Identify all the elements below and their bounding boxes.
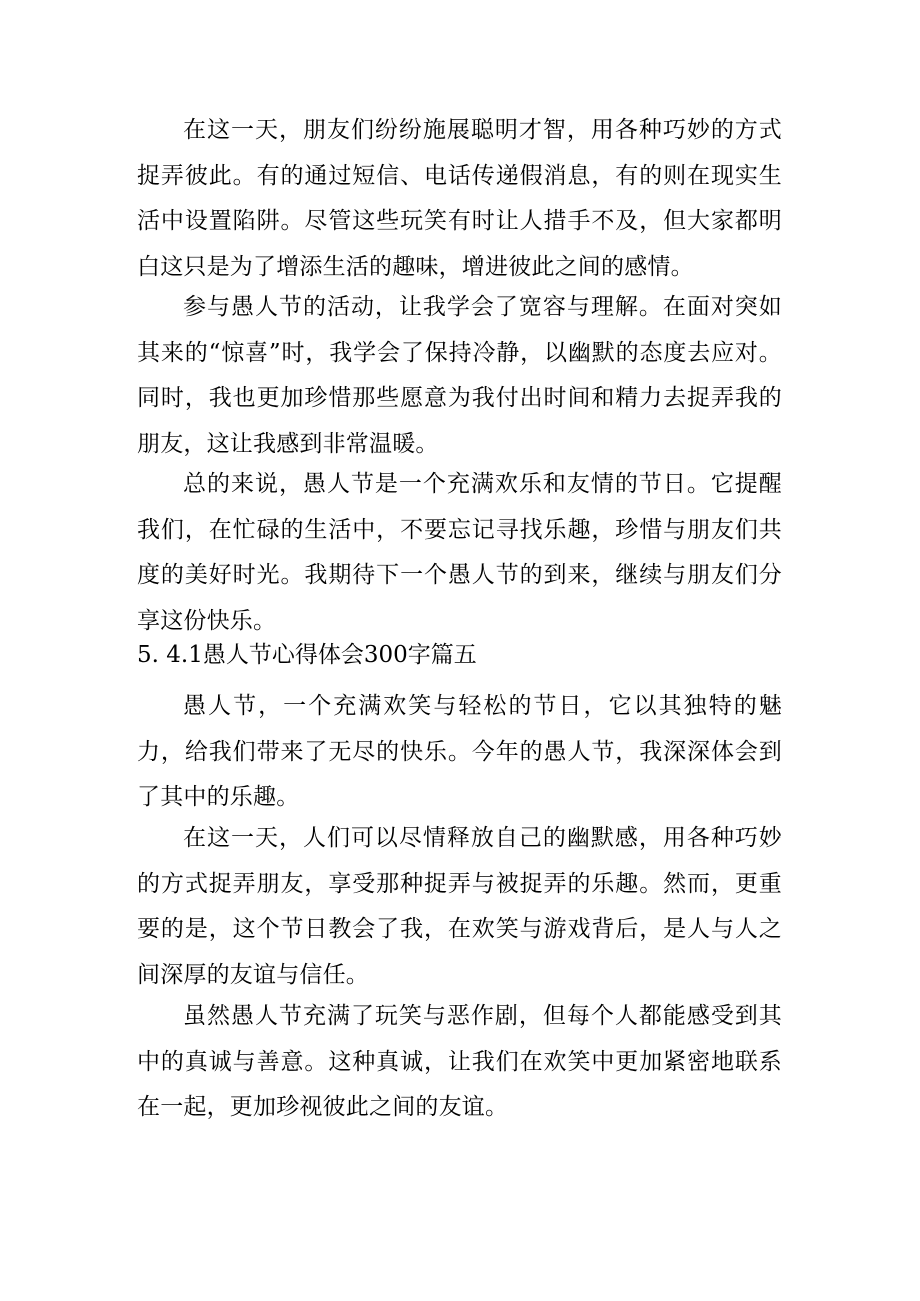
body-paragraph: 参与愚人节的活动，让我学会了宽容与理解。在面对突如其来的“惊喜”时，我学会了保持冷静，以幽默的态度去应对。同时，我也更加珍惜那些愿意为我付出时间和精力去捉弄我的朋友，这让我感到非常温暖。 (137, 294, 782, 457)
body-paragraph: 愚人节，一个充满欢笑与轻松的节日，它以其独特的魅力，给我们带来了无尽的快乐。今年的愚人节，我深深体会到了其中的乐趣。 (137, 693, 782, 810)
body-paragraph: 虽然愚人节充满了玩笑与恶作剧，但每个人都能感受到其中的真诚与善意。这种真诚，让我们在欢笑中更加紧密地联系在一起，更加珍视彼此之间的友谊。 (137, 1003, 782, 1120)
body-paragraph: 在这一天，人们可以尽情释放自己的幽默感，用各种巧妙的方式捉弄朋友，享受那种捉弄与被捉弄的乐趣。然而，更重要的是，这个节日教会了我，在欢笑与游戏背后，是人与人之间深厚的友谊与信任。 (137, 825, 782, 988)
body-paragraph: 在这一天，朋友们纷纷施展聪明才智，用各种巧妙的方式捉弄彼此。有的通过短信、电话传递假消息，有的则在现实生活中设置陷阱。尽管这些玩笑有时让人措手不及，但大家都明白这只是为了增添生活的趣味，增进彼此之间的感情。 (137, 117, 782, 280)
body-paragraph: 总的来说，愚人节是一个充满欢乐和友情的节日。它提醒我们，在忙碌的生活中，不要忘记寻找乐趣，珍惜与朋友们共度的美好时光。我期待下一个愚人节的到来，继续与朋友们分享这份快乐。 (137, 471, 782, 634)
section-heading: 5. 4.1愚人节心得体会300字篇五 (137, 642, 477, 668)
